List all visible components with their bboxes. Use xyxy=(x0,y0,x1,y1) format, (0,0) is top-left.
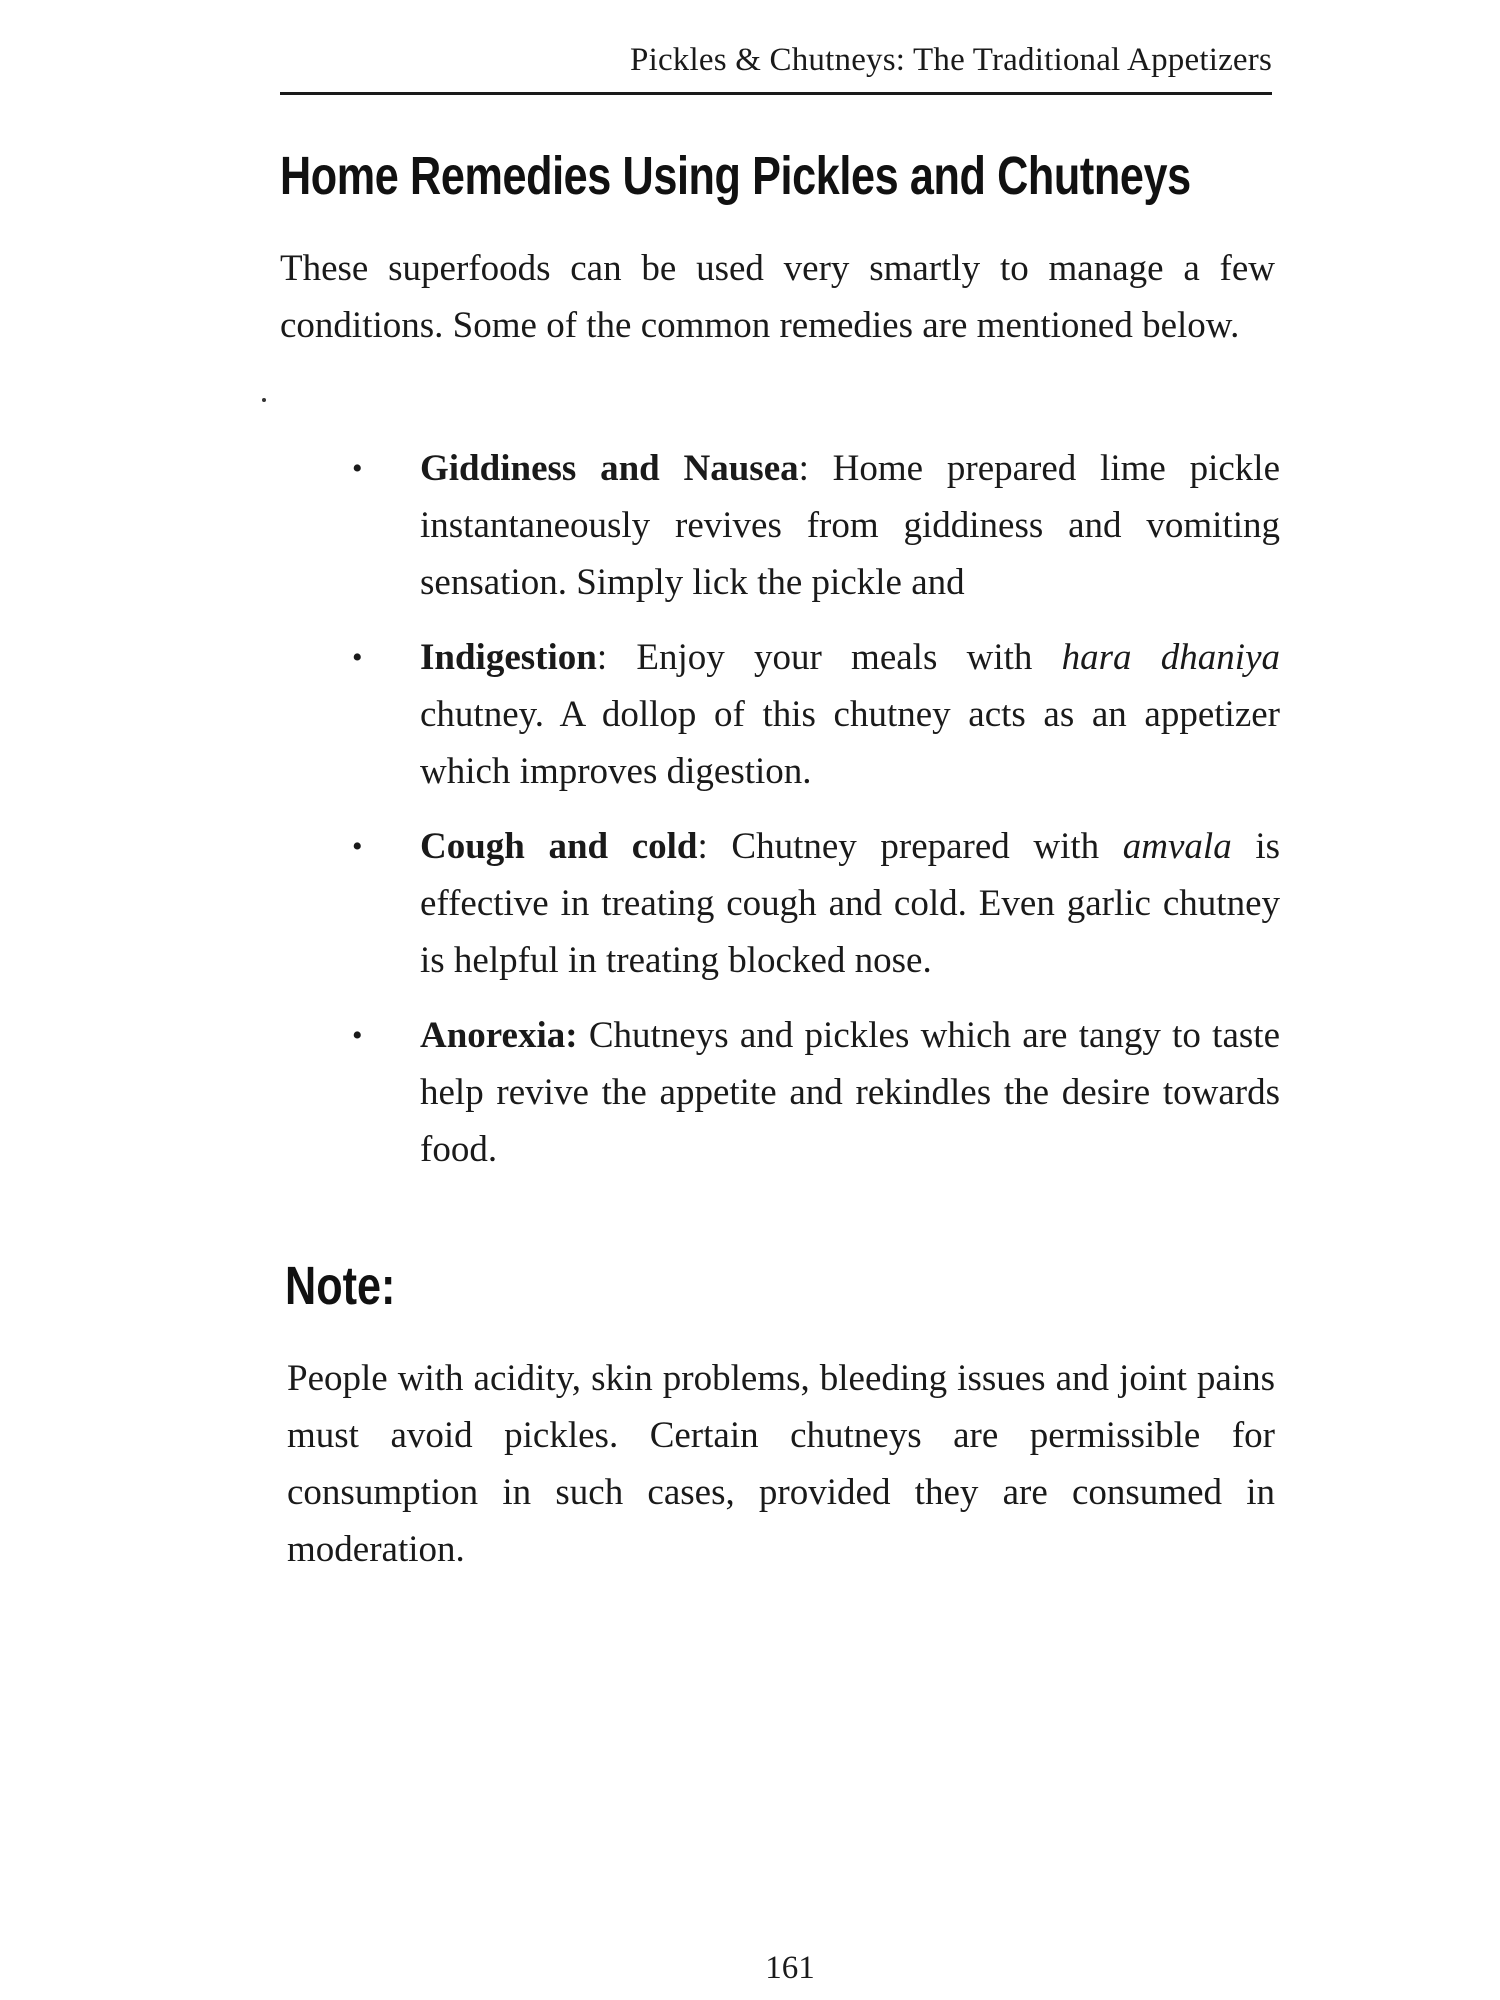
remedy-term: Cough and cold xyxy=(420,826,698,867)
remedy-separator: : xyxy=(596,637,608,678)
remedy-text: Home prepared lime pickle instantaneously revives from giddiness and vomiting sensation. Simply lick the pickle and xyxy=(420,448,1280,603)
remedy-list xyxy=(352,440,1280,1196)
remedy-text: Chutney prepared with xyxy=(707,826,1123,867)
remedy-separator: : xyxy=(798,448,809,489)
running-header xyxy=(280,40,1272,95)
remedy-item-anorexia xyxy=(352,1007,1280,1178)
remedy-term: Anorexia: xyxy=(420,1015,578,1056)
remedy-separator: : xyxy=(697,826,708,867)
note-paragraph: People with acidity, skin problems, bleeding issues and joint pains must avoid pickles. Certain chutneys are permissible for consumption in such cases, provided they are consumed in moderation. xyxy=(287,1358,1275,1570)
section-heading: Home Remedies Using Pickles and Chutneys xyxy=(280,146,1191,206)
bullet-icon: • xyxy=(352,641,363,674)
bullet-icon: • xyxy=(352,1019,363,1052)
remedy-item-cough-and-cold xyxy=(352,818,1280,989)
remedy-text-continued: chutney. A dollop of this chutney acts as an appetizer which improves digestion. xyxy=(420,694,1280,792)
remedy-term: Indigestion xyxy=(420,637,597,678)
page-number: 161 xyxy=(765,1950,815,1986)
note-heading: Note: xyxy=(285,1256,396,1316)
intro-paragraph: These superfoods can be used very smartly to manage a few conditions. Some of the common remedies are mentioned below. xyxy=(280,248,1275,346)
remedy-item-indigestion xyxy=(352,629,1280,800)
remedy-italic-term: amvala xyxy=(1122,826,1232,867)
bullet-icon: • xyxy=(352,830,363,863)
running-header-title: Pickles & Chutneys: The Traditional Appetizers xyxy=(630,42,1272,78)
remedy-text: Chutneys and pickles which are tangy to taste help revive the appetite and rekindles the desire towards food. xyxy=(420,1015,1280,1170)
remedy-text: Enjoy your meals with xyxy=(607,637,1062,678)
remedy-text-continued: is effective in treating cough and cold. Even garlic chutney is helpful in treating blocked nose. xyxy=(420,826,1280,981)
remedy-item-giddiness xyxy=(352,440,1280,611)
remedy-italic-term: hara dhaniya xyxy=(1061,637,1280,678)
bullet-icon: • xyxy=(352,452,363,485)
remedy-term: Giddiness and Nausea xyxy=(420,448,799,489)
margin-speck xyxy=(262,398,266,402)
